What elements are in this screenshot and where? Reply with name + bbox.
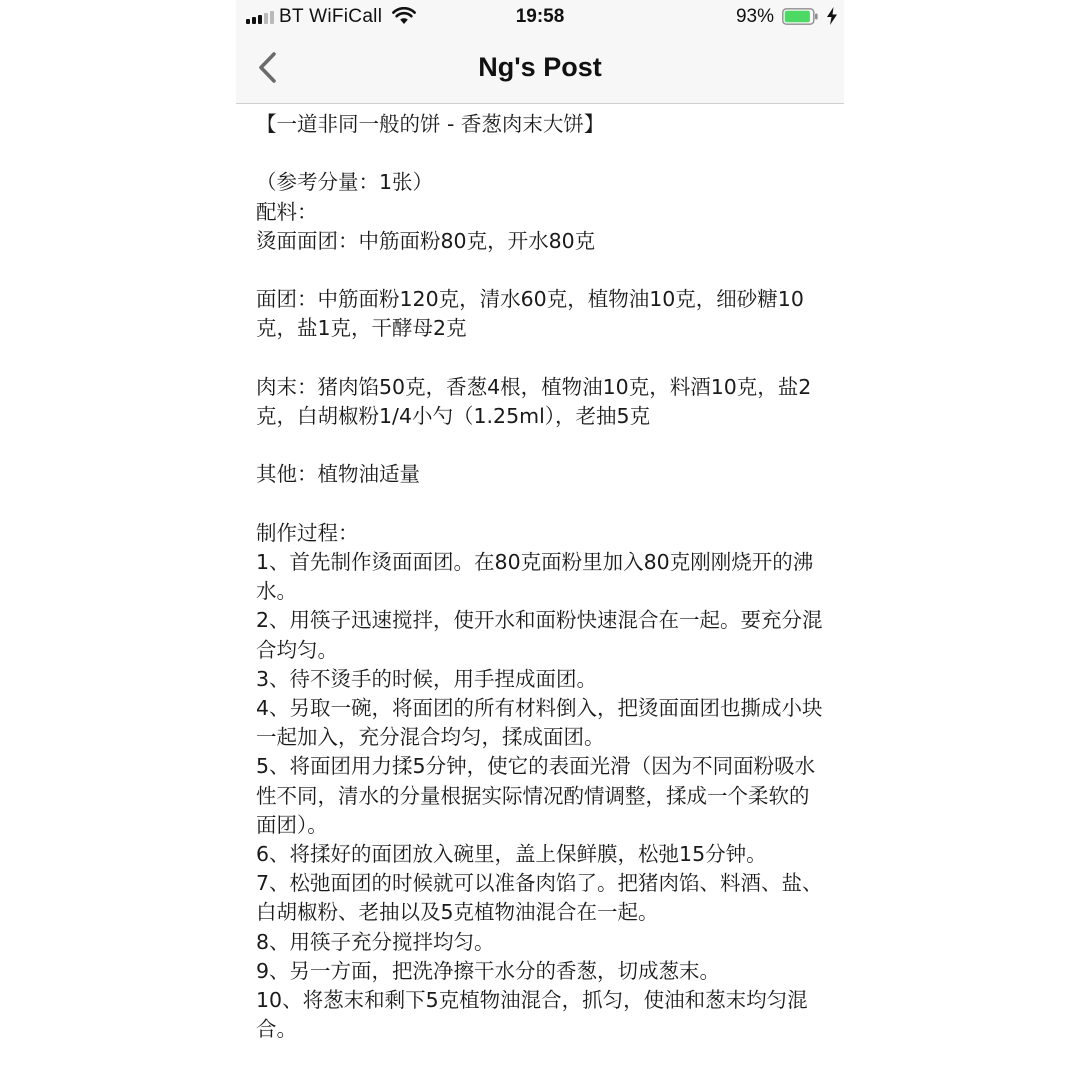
- post-body: [256, 104, 828, 1044]
- battery-percent: 93%: [735, 6, 774, 27]
- status-time: 19:58: [515, 6, 565, 27]
- post-line: 烫面面团：中筋面粉80克，开水80克: [256, 228, 596, 253]
- status-bar: [236, 0, 844, 34]
- page-title: Ng's Post: [478, 52, 602, 82]
- post-line: 面团：中筋面粉120克，清水60克，植物油10克，细砂糖10克，盐1克，干酵母2克: [256, 287, 804, 341]
- blank-line: [256, 344, 828, 373]
- post-line: （参考分量：1张）: [256, 170, 434, 195]
- post-line: 4、另取一碗，将面团的所有材料倒入，把烫面面团也撕成小块一起加入，充分混合均匀，揉成面团。: [256, 695, 823, 750]
- post-line: 3、待不烫手的时候，用手捏成面团。: [256, 666, 598, 691]
- post-headline: 【一道非同一般的饼 - 香葱肉末大饼】: [256, 112, 605, 136]
- post-line: 7、松弛面团的时候就可以准备肉馅了。把猪肉馅、料酒、盐、白胡椒粉、老抽以及5克植物油混合在一起。: [256, 871, 823, 925]
- post-line: 配料：: [256, 199, 318, 224]
- post-line: 6、将揉好的面团放入碗里，盖上保鲜膜，松弛15分钟。: [256, 842, 767, 866]
- post-line: 1、首先制作烫面面团。在80克面粉里加入80克刚刚烧开的沸水。: [256, 549, 814, 604]
- post-line: 其他：植物油适量: [256, 462, 420, 487]
- charging-bolt-icon: [826, 7, 838, 25]
- blank-line: [256, 256, 828, 285]
- post-line: 2、用筷子迅速搅拌，使开水和面粉快速混合在一起。要充分混合均匀。: [256, 608, 823, 662]
- post-line: 10、将葱末和剩下5克植物油混合，抓匀，使油和葱末均匀混合。: [256, 988, 808, 1042]
- phone-screen: [236, 0, 844, 1080]
- carrier-name: BT WiFiCall: [279, 6, 383, 27]
- blank-line: [256, 431, 828, 460]
- navigation-bar: [236, 34, 844, 104]
- post-line: 8、用筷子充分搅拌均匀。: [256, 929, 495, 954]
- post-line: 制作过程：: [256, 520, 359, 545]
- blank-line: [256, 139, 828, 168]
- blank-line: [256, 490, 828, 519]
- post-line: 9、另一方面，把洗净擦干水分的香葱，切成葱末。: [256, 958, 721, 983]
- post-line: 5、将面团用力揉5分钟，使它的表面光滑（因为不同面粉吸水性不同，清水的分量根据实际情况酌情调整，揉成一个柔软的面团）。: [256, 754, 816, 837]
- battery-icon: [782, 8, 819, 25]
- post-line: 肉末：猪肉馅50克，香葱4根，植物油10克，料酒10克，盐2克，白胡椒粉1/4小勺（1.25ml），老抽5克: [256, 374, 812, 428]
